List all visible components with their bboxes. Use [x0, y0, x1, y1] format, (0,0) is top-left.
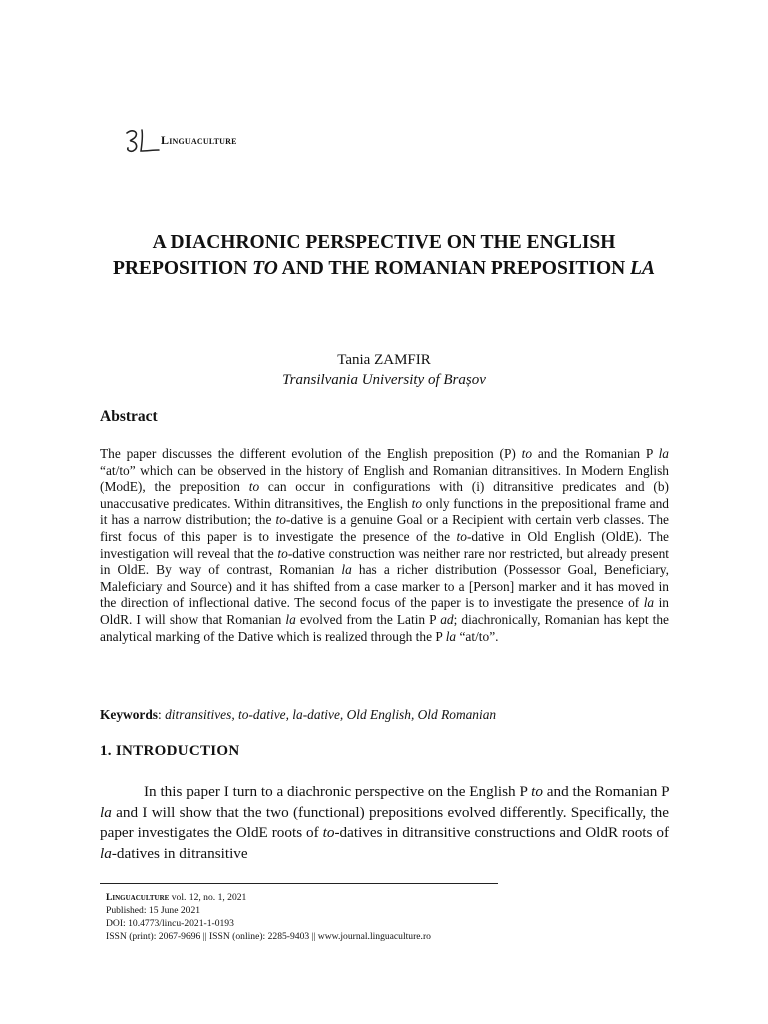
- footer-issn: ISSN (print): 2067-9696 || ISSN (online): 2285-9403 || www.journal.linguaculture.ro: [106, 931, 431, 942]
- abstract-text: The paper discusses the different evolution of the English preposition (P): [100, 446, 522, 461]
- intro-italic: la: [100, 803, 112, 821]
- journal-name: Linguaculture: [161, 133, 237, 147]
- footer-divider: [100, 883, 498, 884]
- section-heading-introduction: 1. INTRODUCTION: [100, 743, 240, 759]
- keywords-line: [100, 706, 669, 723]
- title-italic-to: TO: [252, 258, 278, 279]
- abstract-italic: la: [445, 628, 457, 644]
- intro-text: and the Romanian P: [542, 783, 669, 800]
- abstract-italic: to: [521, 446, 533, 461]
- footer-volume-line: [106, 891, 431, 904]
- abstract-heading: Abstract: [100, 408, 158, 425]
- abstract-text: ; diachronically, Romanian has kept the analytical marking of the Dative which is realized through the P: [100, 611, 669, 644]
- abstract-italic: ad: [440, 611, 454, 627]
- abstract-text: -dative is a genuine Goal or a Recipient with certain verb classes. The first focus of this paper is to investigate the presence of the: [100, 512, 669, 544]
- keywords-label: Keywords: [100, 707, 159, 722]
- footer-doi: DOI: 10.4773/lincu-2021-1-0193: [106, 918, 234, 929]
- intro-italic: la: [100, 844, 112, 862]
- abstract-italic: to: [275, 512, 286, 528]
- journal-header: [124, 128, 237, 154]
- abstract-italic: to: [248, 479, 260, 495]
- article-title: [100, 230, 668, 282]
- intro-italic: to: [531, 783, 543, 800]
- abstract-text: evolved from the Latin P: [295, 611, 441, 627]
- title-text-2: AND THE ROMANIAN PREPOSITION: [277, 258, 631, 279]
- abstract-text: only functions in the prepositional frame and it has a narrow distribution; the: [100, 495, 669, 528]
- abstract-text: -dative in Old English (OldE). The investigation will reveal that the: [100, 528, 669, 561]
- footer-volume: vol. 12, no. 1, 2021: [169, 892, 247, 903]
- author-affiliation: Transilvania University of Brașov: [282, 372, 486, 388]
- intro-text: -datives in ditransitive: [111, 844, 248, 862]
- abstract-italic: la: [658, 446, 669, 461]
- abstract-italic: la: [285, 611, 296, 627]
- intro-text: -datives in ditransitive constructions and OldR roots of: [334, 824, 669, 841]
- journal-logo-icon: [124, 128, 160, 154]
- abstract-text: and the Romanian P: [532, 446, 659, 461]
- abstract-italic: la: [643, 595, 655, 611]
- abstract-italic: to: [411, 495, 423, 511]
- abstract-text: “at/to”.: [456, 628, 499, 644]
- intro-text: and I will show that the two (functional) prepositions evolved differently. Specifically, the paper investigates the OldE roots of: [100, 803, 669, 841]
- abstract-body: [100, 446, 669, 645]
- abstract-italic: to: [456, 528, 467, 544]
- abstract-italic: la: [341, 562, 352, 578]
- footer-notes: [106, 891, 431, 943]
- keywords-separator: :: [158, 707, 166, 722]
- abstract-text: has a richer distribution (Possessor Goal, Beneficiary, Maleficiary and Source) and it has shifted from a case marker to a [Person] marker and it has moved in the direction of inflectional dative. The second focus of the paper is to investigate the presence of: [100, 562, 669, 611]
- abstract-text: “at/to” which can be observed in the history of English and Romanian ditransitives. In Modern English (ModE), the preposition: [100, 462, 669, 495]
- keywords-list: ditransitives, to-dative, la-dative, Old English, Old Romanian: [165, 707, 497, 722]
- footer-published: Published: 15 June 2021: [106, 905, 201, 916]
- author-name: Tania ZAMFIR: [337, 352, 431, 368]
- intro-text: In this paper I turn to a diachronic perspective on the English P: [144, 783, 532, 800]
- abstract-text: can occur in configurations with (i) ditransitive predicates and (b) unaccusative predicates. Within ditransitives, the English: [100, 479, 669, 511]
- title-italic-la: LA: [630, 258, 656, 279]
- abstract-text: in OldR. I will show that Romanian: [100, 595, 670, 627]
- abstract-text: -dative construction was neither rare nor restricted, but already present in OldE. By way of contrast, Romanian: [100, 545, 669, 578]
- introduction-body: [100, 782, 669, 864]
- abstract-italic: to: [277, 545, 288, 561]
- footer-journal-name: Linguaculture: [106, 892, 170, 903]
- intro-italic: to: [322, 824, 335, 841]
- title-text-1: A DIACHRONIC PERSPECTIVE ON THE ENGLISH PREPOSITION: [112, 232, 616, 279]
